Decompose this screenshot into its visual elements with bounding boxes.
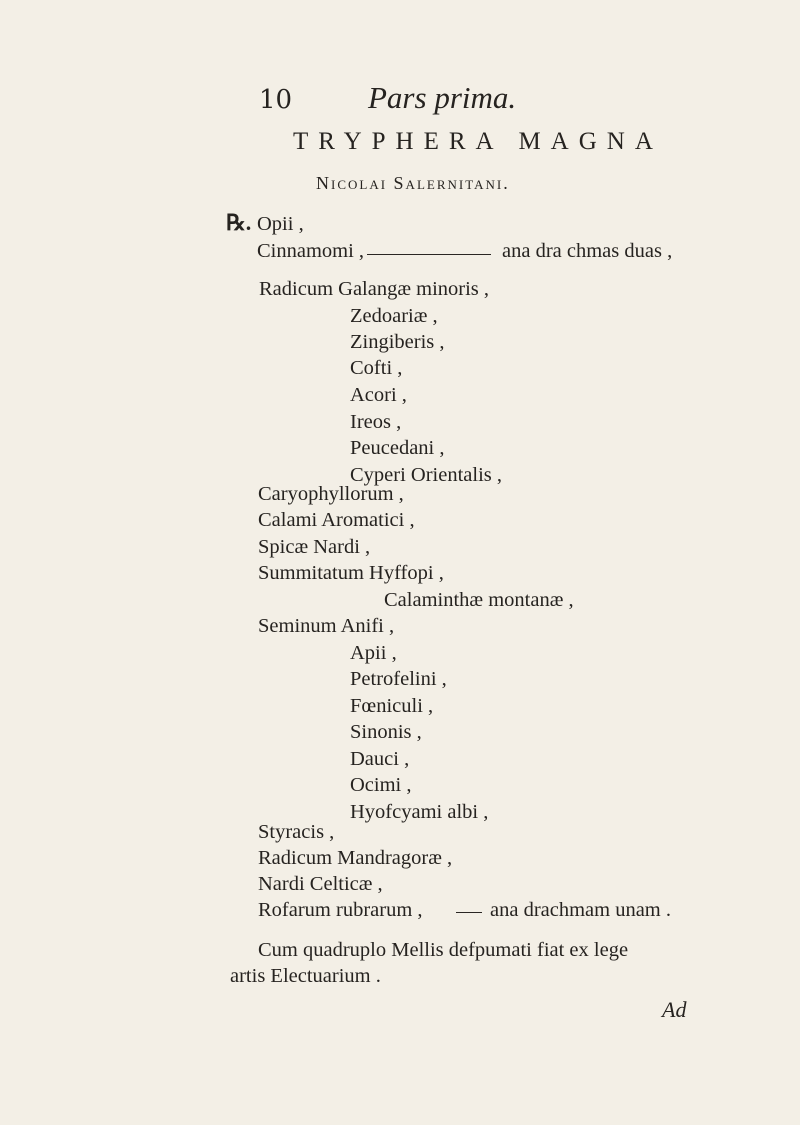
ingredient-line: Zedoariæ , [350,305,438,327]
ingredient-line: Rofarum rubrarum , [258,899,423,921]
ingredient-line: Caryophyllorum , [258,483,404,505]
catchword: Ad [662,997,687,1022]
ingredient-line: Sinonis , [350,721,422,743]
ditto-rule [367,254,491,255]
closing-line: artis Electuarium . [230,965,381,987]
closing-line: Cum quadruplo Mellis defpumati fiat ex lege [258,939,629,961]
ingredient-line: Petrofelini , [350,668,447,690]
ingredient-line: Summitatum Hyffopi , [258,562,444,584]
ingredient-line: Nardi Celticæ , [258,873,383,895]
ingredient-line: Radicum Galangæ minoris , [259,278,490,300]
recipe-symbol: ℞. [226,210,252,235]
ingredient-line: Ireos , [350,411,402,433]
ingredient-line: Opii , [257,213,304,235]
ingredient-line: Fœniculi , [350,695,434,717]
ingredient-line: Hyofcyami albi , [350,801,489,823]
ingredient-line: Peucedani , [350,437,445,459]
ingredient-line: Styracis , [258,821,335,843]
ingredient-line: Seminum Anifi , [258,615,395,637]
ingredient-line: Calami Aromatici , [258,509,415,531]
ingredient-line: Calaminthæ montanæ , [384,589,574,611]
ingredient-line: Acori , [350,384,407,406]
page-number: 10 [259,85,293,115]
ingredient-quantity: ana dra chmas duas , [502,240,673,262]
ingredient-line: Cinnamomi , [257,240,365,262]
ingredient-line: Dauci , [350,748,410,770]
recipe-title: TRYPHERA MAGNA [293,128,663,155]
ditto-rule [456,912,482,913]
ingredient-line: Radicum Mandragoræ , [258,847,453,869]
ingredient-line: Cofti , [350,357,403,379]
ingredient-line: Apii , [350,642,397,664]
ingredient-line: Ocimi , [350,774,412,796]
ingredient-quantity: ana drachmam unam . [490,899,672,921]
ingredient-line: Spicæ Nardi , [258,536,371,558]
running-title: Pars prima. [368,80,517,115]
recipe-subtitle: Nicolai Salernitani. [316,173,510,193]
ingredient-line: Cyperi Orientalis , [350,464,503,486]
ingredient-line: Zingiberis , [350,331,445,353]
